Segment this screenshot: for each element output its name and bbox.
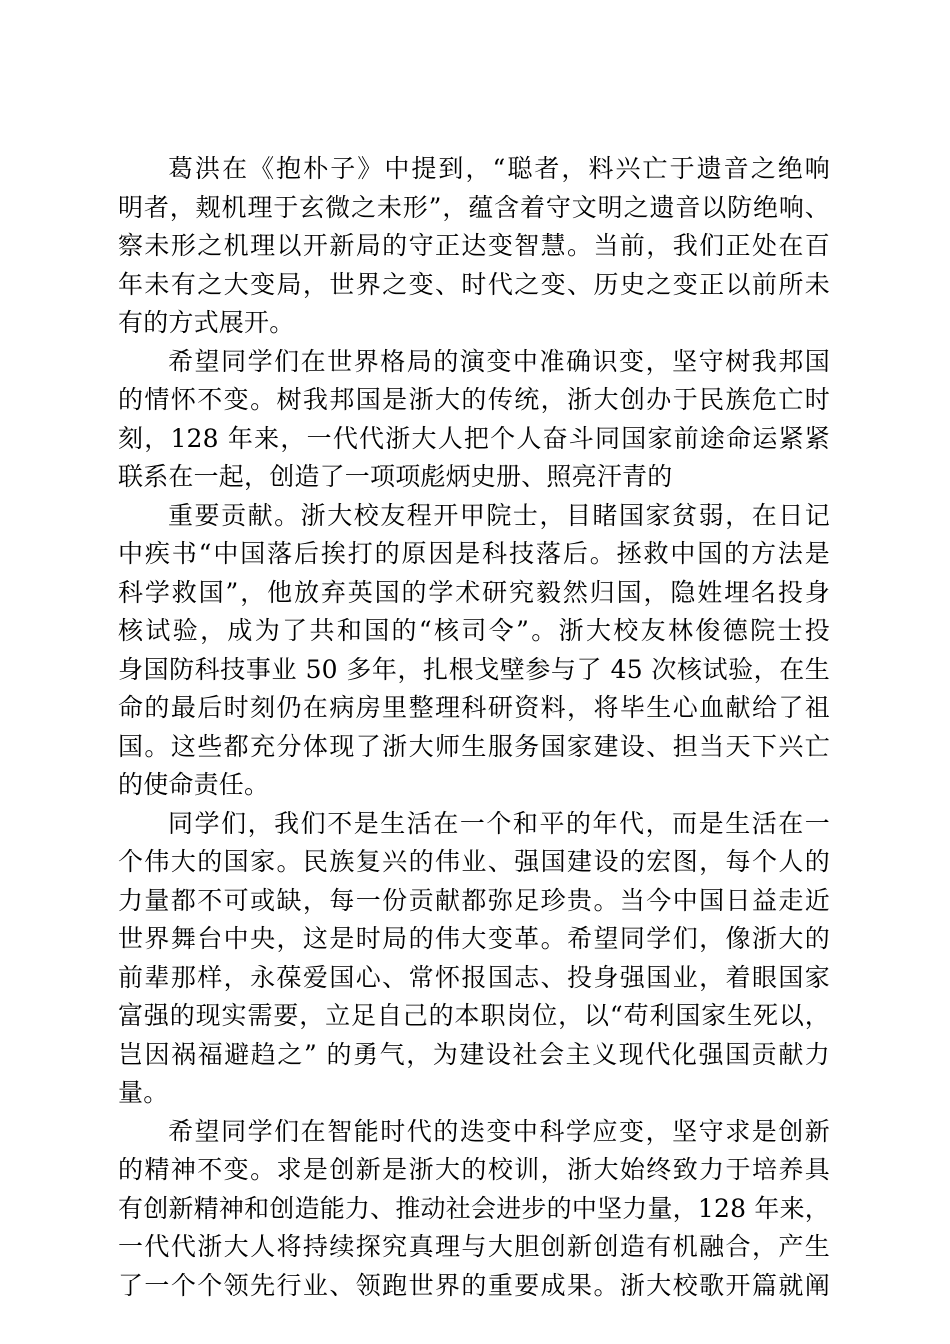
text-line: 明者，觌机理于玄微之未形”，蕴含着守文明之遗音以防绝响、 bbox=[118, 192, 830, 222]
text-line: 希望同学们在世界格局的演变中准确识变，坚守树我邦国 bbox=[168, 346, 830, 376]
text-line: 察未形之机理以开新局的守正达变智慧。当前，我们正处在百 bbox=[118, 231, 830, 260]
text-line: 富强的现实需要，立足自己的本职岗位，以“苟利国家生死以， bbox=[118, 1001, 830, 1030]
text-line: 同学们，我们不是生活在一个和平的年代，而是生活在一 bbox=[168, 808, 830, 838]
text-line: 个伟大的国家。民族复兴的伟业、强国建设的宏图，每个人的 bbox=[118, 847, 830, 876]
text-line: 中疾书“中国落后挨打的原因是科技落后。拯救中国的方法是 bbox=[118, 539, 830, 568]
text-line: 重要贡献。浙大校友程开甲院士，目睹国家贫弱，在日记 bbox=[168, 500, 830, 530]
text-line: 有的方式展开。 bbox=[118, 308, 295, 337]
text-line: 一代代浙大人将持续探究真理与大胆创新创造有机融合，产生 bbox=[118, 1232, 830, 1261]
text-line: 联系在一起，创造了一项项彪炳史册、照亮汗青的 bbox=[118, 462, 673, 491]
text-line: 的使命责任。 bbox=[118, 770, 270, 799]
text-line: 葛洪在《抱朴子》中提到，“聪者，料兴亡于遗音之绝响 bbox=[168, 154, 830, 183]
text-line: 年未有之大变局，世界之变、时代之变、历史之变正以前所未 bbox=[118, 269, 830, 299]
text-line: 岂因祸福避趋之” 的勇气，为建设社会主义现代化强国贡献力 bbox=[118, 1039, 830, 1069]
text-line: 有创新精神和创造能力、推动社会进步的中坚力量，128 年来， bbox=[118, 1193, 830, 1223]
text-line: 的精神不变。求是创新是浙大的校训，浙大始终致力于培养具 bbox=[118, 1155, 830, 1184]
text-line: 刻，128 年来，一代代浙大人把个人奋斗同国家前途命运紧紧 bbox=[118, 423, 830, 453]
text-line: 科学救国”，他放弃英国的学术研究毅然归国，隐姓埋名投身 bbox=[118, 577, 830, 607]
text-line: 的情怀不变。树我邦国是浙大的传统，浙大创办于民族危亡时 bbox=[118, 385, 830, 414]
text-line: 命的最后时刻仍在病房里整理科研资料，将毕生心血献给了祖 bbox=[118, 693, 830, 722]
text-line: 前辈那样，永葆爱国心、常怀报国志、投身强国业，着眼国家 bbox=[118, 962, 830, 992]
text-line: 世界舞台中央，这是时局的伟大变革。希望同学们，像浙大的 bbox=[118, 924, 830, 953]
text-line: 身国防科技事业 50 多年，扎根戈壁参与了 45 次核试验，在生 bbox=[118, 654, 830, 684]
text-line: 希望同学们在智能时代的迭变中科学应变，坚守求是创新 bbox=[168, 1116, 830, 1146]
text-line: 量。 bbox=[118, 1078, 169, 1107]
text-line: 核试验，成为了共和国的“核司令”。浙大校友林俊德院士投 bbox=[118, 616, 830, 645]
body-text bbox=[118, 150, 830, 1305]
text-line: 了一个个领先行业、领跑世界的重要成果。浙大校歌开篇就阐 bbox=[118, 1270, 830, 1300]
text-line: 力量都不可或缺，每一份贡献都弥足珍贵。当今中国日益走近 bbox=[118, 885, 830, 915]
text-line: 国。这些都充分体现了浙大师生服务国家建设、担当天下兴亡 bbox=[118, 731, 830, 761]
